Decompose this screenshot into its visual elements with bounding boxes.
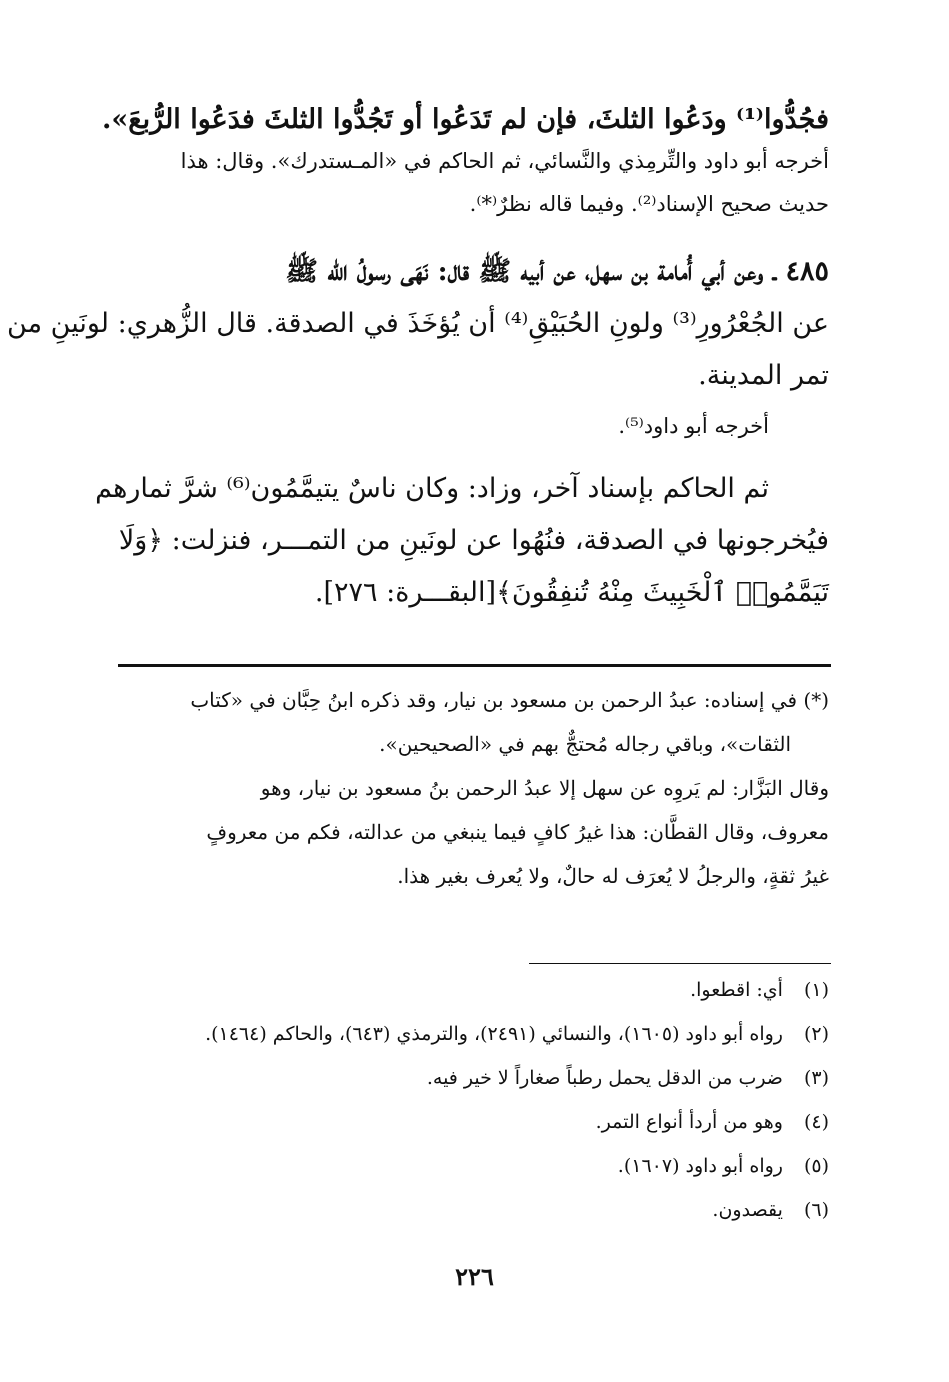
footnote-6 bbox=[115, 1188, 829, 1232]
footnote-4 bbox=[115, 1100, 829, 1144]
footnote-3 bbox=[115, 1056, 829, 1100]
footnote-number: (١) bbox=[803, 979, 829, 1001]
footnote-text: رواه أبو داود (١٦٠٥)، والنسائي (٢٤٩١)، والترمذي (٦٤٣)، والحاكم (١٤٦٤). bbox=[205, 1023, 783, 1045]
hadith-485-line-1: ٤٨٥ ـ وعن أبي أُمامة بن سهل، عن أبيه ﷺ قال: نَهَى رسولُ الله ﷺ bbox=[285, 256, 829, 287]
source-note-1 bbox=[115, 140, 829, 226]
footnote-text: رواه أبو داود (١٦٠٧). bbox=[617, 1155, 783, 1177]
opening-line: فجُدُّوا⁽¹⁾ ودَعُوا الثلثَ، فإن لم تَدَعُوا أو تَجُدُّوا الثلثَ فدَعُوا الرُّبعَ». bbox=[102, 104, 829, 135]
editor-note-line-1: (*) في إسناده: عبدُ الرحمن بن مسعود بن نيار، وقد ذكره ابنُ حِبَّان في «كتاب bbox=[190, 688, 829, 712]
footnote-number: (٦) bbox=[803, 1199, 829, 1221]
footnote-text: يقصدون. bbox=[712, 1199, 783, 1221]
page-number: ٢٢٦ bbox=[455, 1262, 494, 1291]
opening-line-block bbox=[102, 94, 829, 146]
source-note-1-line-1: أخرجه أبو داود والتِّرمِذي والنَّسائي، ثم الحاكم في «المـستدرك». وقال: هذا bbox=[180, 149, 829, 173]
footnote-text: أي: اقطعوا. bbox=[690, 979, 783, 1001]
footnote-2 bbox=[115, 1012, 829, 1056]
hakim-addition-line-3: تَيَمَّمُوا۟ ٱلْخَبِيثَ مِنْهُ تُنفِقُونَ﴾[البقـــرة: ٢٧٦]. bbox=[314, 577, 829, 608]
hakim-addition-line-2: فيُخرجونها في الصدقة، فنُهُوا عن لونَينِ من التمـــر، فنزلت: ﴿وَلَا bbox=[118, 525, 829, 556]
source-note-1-line-2: حديث صحيح الإسناد⁽²⁾. وفيما قاله نظرٌ⁽*⁾. bbox=[469, 192, 829, 216]
footnote-text: ضرب من الدقل يحمل رطباً صغاراً لا خير فيه. bbox=[426, 1067, 783, 1089]
hadith-485-line-3: تمر المدينة. bbox=[698, 360, 829, 391]
editor-note-line-5: غيرُ ثقةٍ، والرجلُ لا يُعرَف له حالٌ، ولا يُعرف بغير هذا. bbox=[397, 864, 829, 888]
editor-note bbox=[115, 678, 829, 898]
hakim-addition bbox=[95, 463, 829, 619]
footnotes-list bbox=[115, 968, 829, 1232]
source-note-2-line: أخرجه أبو داود⁽⁵⁾. bbox=[618, 414, 769, 438]
footnote-1 bbox=[115, 968, 829, 1012]
main-separator-rule bbox=[118, 664, 831, 667]
footnote-number: (٤) bbox=[803, 1111, 829, 1133]
footnote-text: وهو من أردأ أنواع التمر. bbox=[595, 1111, 783, 1133]
editor-note-line-2: الثقات»، وباقي رجاله مُحتجٌّ بهم في «الصحيحين». bbox=[379, 732, 791, 756]
footnote-number: (٥) bbox=[803, 1155, 829, 1177]
footnote-5 bbox=[115, 1144, 829, 1188]
footnote-number: (٣) bbox=[803, 1067, 829, 1089]
editor-note-line-4: معروف، وقال القطَّان: هذا غيرُ كافٍ فيما ينبغي من عدالته، فكم من معروفٍ bbox=[206, 820, 829, 844]
hadith-485 bbox=[7, 246, 829, 402]
source-note-2 bbox=[115, 405, 829, 448]
hakim-addition-line-1: ثم الحاكم بإسناد آخر، وزاد: وكان ناسٌ يتيمَّمُون⁽⁶⁾ شرَّ ثمارهم bbox=[95, 473, 769, 504]
footnote-separator-rule bbox=[529, 963, 831, 964]
editor-note-line-3: وقال البَزَّار: لم يَروِه عن سهل إلا عبدُ الرحمن بنُ مسعود بن نيار، وهو bbox=[260, 776, 829, 800]
footnote-number: (٢) bbox=[803, 1023, 829, 1045]
hadith-485-line-2: عن الجُعْرُورِ⁽³⁾ ولونِ الحُبَيْقِ⁽⁴⁾ أن يُؤخَذَ في الصدقة. قال الزُّهري: لونَينِ من bbox=[7, 308, 829, 339]
